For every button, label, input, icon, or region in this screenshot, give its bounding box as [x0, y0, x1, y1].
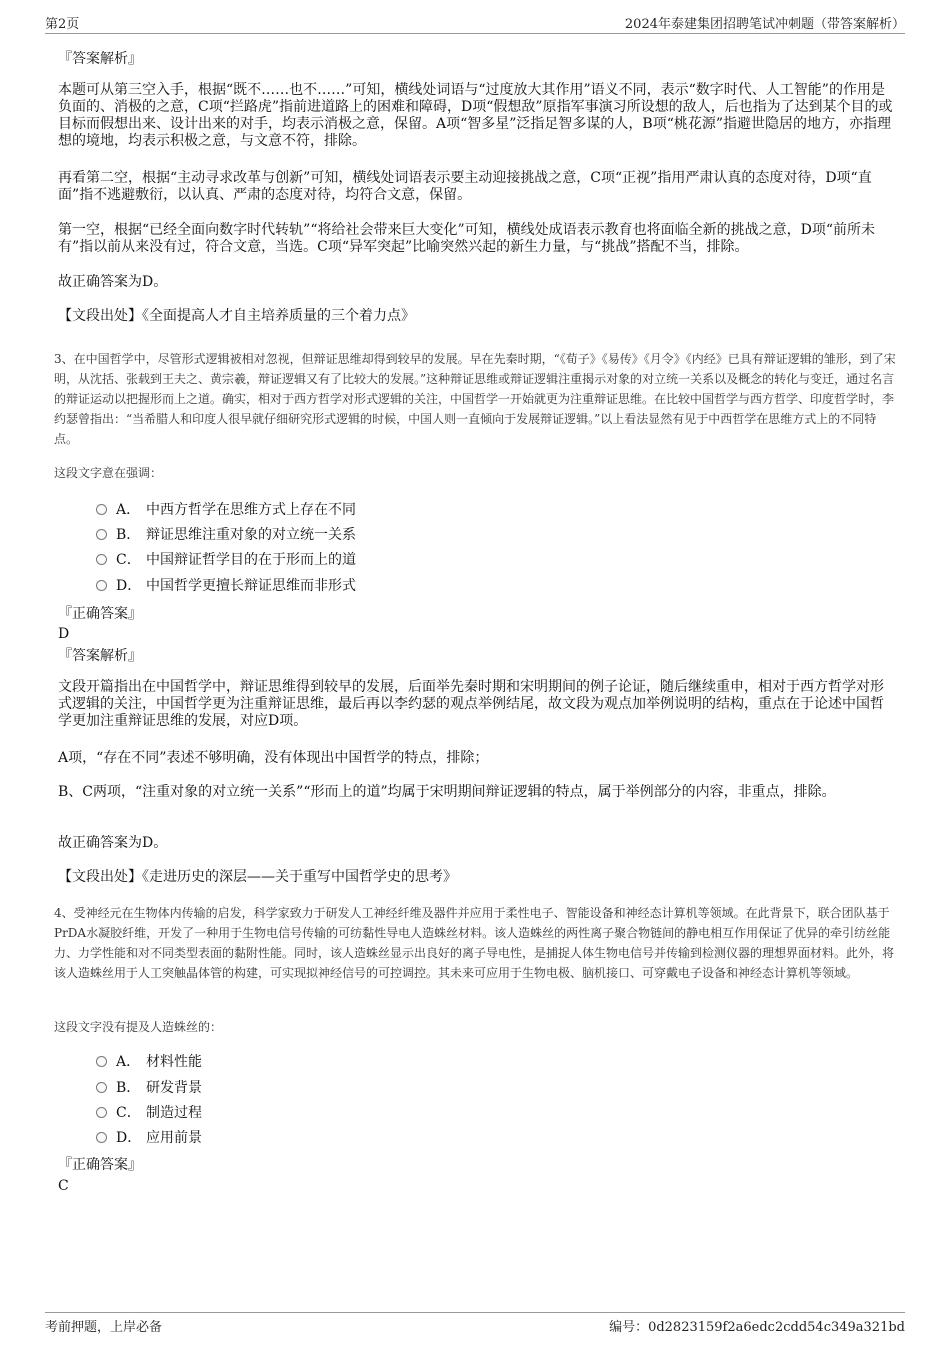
option-letter: A．	[116, 1054, 141, 1070]
option-letter: A．	[116, 502, 141, 518]
option-text: 辩证思维注重对象的对立统一关系	[146, 527, 356, 543]
document-title: 2024年泰建集团招聘笔试冲刺题（带答案解析）	[624, 17, 905, 32]
q2-conclusion: 故正确答案为D。	[58, 274, 168, 290]
page-header	[45, 13, 905, 34]
footer-doc-id: 编号：0d2823159f2a6edc2cdd54c349a321bd	[609, 1320, 905, 1335]
option-letter: B．	[116, 1080, 141, 1096]
radio-icon[interactable]	[96, 1107, 107, 1118]
radio-icon[interactable]	[96, 580, 107, 591]
q3-analysis-para3: B、C两项，“注重对象的对立统一关系”“形而上的道”均属于宋明期间辩证逻辑的特点，属于举例部分的内容，非重点，排除。	[58, 784, 836, 800]
q3-option-b[interactable]	[96, 526, 356, 544]
option-text: 制造过程	[146, 1105, 202, 1121]
q4-option-c[interactable]	[96, 1104, 202, 1122]
q3-analysis-label: 『答案解析』	[58, 648, 142, 664]
option-text: 中西方哲学在思维方式上存在不同	[146, 502, 356, 518]
q3-option-a[interactable]	[96, 501, 356, 519]
footer-slogan: 考前押题，上岸必备	[45, 1320, 163, 1335]
q2-analysis-para3: 第一空，根据“已经全面向数字时代转轨”“将给社会带来巨大变化”可知，横线处成语表示教育也将面临全新的挑战之意，D项“前所未有”指以前从来没有过，符合文意，当选。C项“异军突起”比喻突然兴起的新生力量，与“挑战”搭配不当，排除。	[58, 222, 876, 255]
radio-icon[interactable]	[96, 554, 107, 565]
option-letter: D．	[116, 1130, 142, 1146]
radio-icon[interactable]	[96, 529, 107, 540]
q2-analysis-label: 『答案解析』	[58, 51, 142, 67]
q3-answer: D	[58, 626, 70, 642]
q4-answer: C	[58, 1178, 69, 1194]
radio-icon[interactable]	[96, 1056, 107, 1067]
radio-icon[interactable]	[96, 1082, 107, 1093]
q3-option-d[interactable]	[96, 577, 356, 595]
option-letter: D．	[116, 578, 142, 594]
q3-question-text: 3、在中国哲学中，尽管形式逻辑被相对忽视，但辩证思维却得到较早的发展。早在先秦时期，“《荀子》《易传》《月令》《内经》已具有辩证逻辑的雏形，到了宋明，从沈括、张载到王夫之、黄宗羲，辩证逻辑又有了比较大的发展。”这种辩证思维或辩证逻辑注重揭示对象的对立统一关系以及概念的转化与变迁，通过名言的辩证运动以把握形而上之道。确实，相对于西方哲学对形式逻辑的关注，中国哲学一开始就更为注重辩证思维。在比较中国哲学与西方哲学、印度哲学时，李约瑟曾指出：“当希腊人和印度人很早就仔细研究形式逻辑的时候，中国人则一直倾向于发展辩证逻辑。”以上看法显然有见于中西哲学在思维方式上的不同特点。	[54, 352, 896, 446]
option-text: 中国辩证哲学目的在于形而上的道	[146, 552, 356, 568]
q3-analysis-para1: 文段开篇指出在中国哲学中，辩证思维得到较早的发展，后面举先秦时期和宋明期间的例子论证，随后继续重申，相对于西方哲学对形式逻辑的关注，中国哲学更为注重辩证思维，最后再以李约瑟的观点举例结尾，故文段为观点加举例说明的结构，重点在于论述中国哲学更加注重辩证思维的发展，对应D项。	[58, 679, 884, 729]
radio-icon[interactable]	[96, 504, 107, 515]
q3-prompt: 这段文字意在强调：	[54, 466, 163, 480]
q3-source: 【文段出处】《走进历史的深层——关于重写中国哲学史的思考》	[58, 869, 457, 885]
option-text: 中国哲学更擅长辩证思维而非形式	[146, 578, 356, 594]
option-letter: C．	[116, 552, 141, 568]
option-letter: B．	[116, 527, 141, 543]
q4-option-b[interactable]	[96, 1079, 202, 1097]
q2-analysis-para2: 再看第二空，根据“主动寻求改革与创新”可知，横线处词语表示要主动迎接挑战之意，C项“正视”指用严肃认真的态度对待，D项“直面”指不逃避敷衍，以认真、严肃的态度对待，均符合文意，保留。	[58, 170, 872, 203]
page-footer	[45, 1312, 905, 1335]
q3-answer-label: 『正确答案』	[58, 606, 142, 622]
radio-icon[interactable]	[96, 1132, 107, 1143]
option-text: 材料性能	[146, 1054, 202, 1070]
q3-option-c[interactable]	[96, 551, 356, 569]
q4-option-a[interactable]	[96, 1053, 202, 1071]
option-text: 研发背景	[146, 1080, 202, 1096]
q3-analysis-para2: A项，“存在不同”表述不够明确，没有体现出中国哲学的特点，排除；	[58, 750, 489, 766]
q4-question-text: 4、受神经元在生物体内传输的启发，科学家致力于研发人工神经纤维及器件并应用于柔性电子、智能设备和神经态计算机等领域。在此背景下，联合团队基于PrDA水凝胶纤维，开发了一种用于生物电信号传输的可纺黏性导电人造蛛丝材料。该人造蛛丝的两性离子聚合物链间的静电相互作用保证了优异的牵引纺丝能力、力学性能和对不同类型表面的黏附性能。同时，该人造蛛丝显示出良好的离子导电性，是捕捉人体生物电信号并传输到检测仪器的理想界面材料。此外，将该人造蛛丝用于人工突触晶体管的构建，可实现拟神经信号的可控调控。其未来可应用于生物电极、脑机接口、可穿戴电子设备和神经态计算机等领域。	[54, 906, 895, 980]
q4-option-d[interactable]	[96, 1129, 202, 1147]
option-letter: C．	[116, 1105, 141, 1121]
q4-answer-label: 『正确答案』	[58, 1157, 142, 1173]
page-number: 第2页	[45, 17, 80, 32]
q3-conclusion: 故正确答案为D。	[58, 835, 168, 851]
q2-source: 【文段出处】《全面提高人才自主培养质量的三个着力点》	[58, 308, 415, 324]
option-text: 应用前景	[146, 1130, 202, 1146]
q2-analysis-para1: 本题可从第三空入手，根据“既不……也不……”可知，横线处词语与“过度放大其作用”语义不同，表示“数字时代、人工智能”的作用是负面的、消极的之意，C项“拦路虎”指前进道路上的困难和障碍，D项“假想敌”原指军事演习所设想的敌人，后也指为了达到某个目的或目标而假想出来、设计出来的对手，均表示消极之意，保留。A项“智多星”泛指足智多谋的人，B项“桃花源”指避世隐居的地方，亦指理想的境地，均表示积极之意，与文意不符，排除。	[58, 82, 893, 149]
q4-prompt: 这段文字没有提及人造蛛丝的：	[54, 1020, 223, 1034]
